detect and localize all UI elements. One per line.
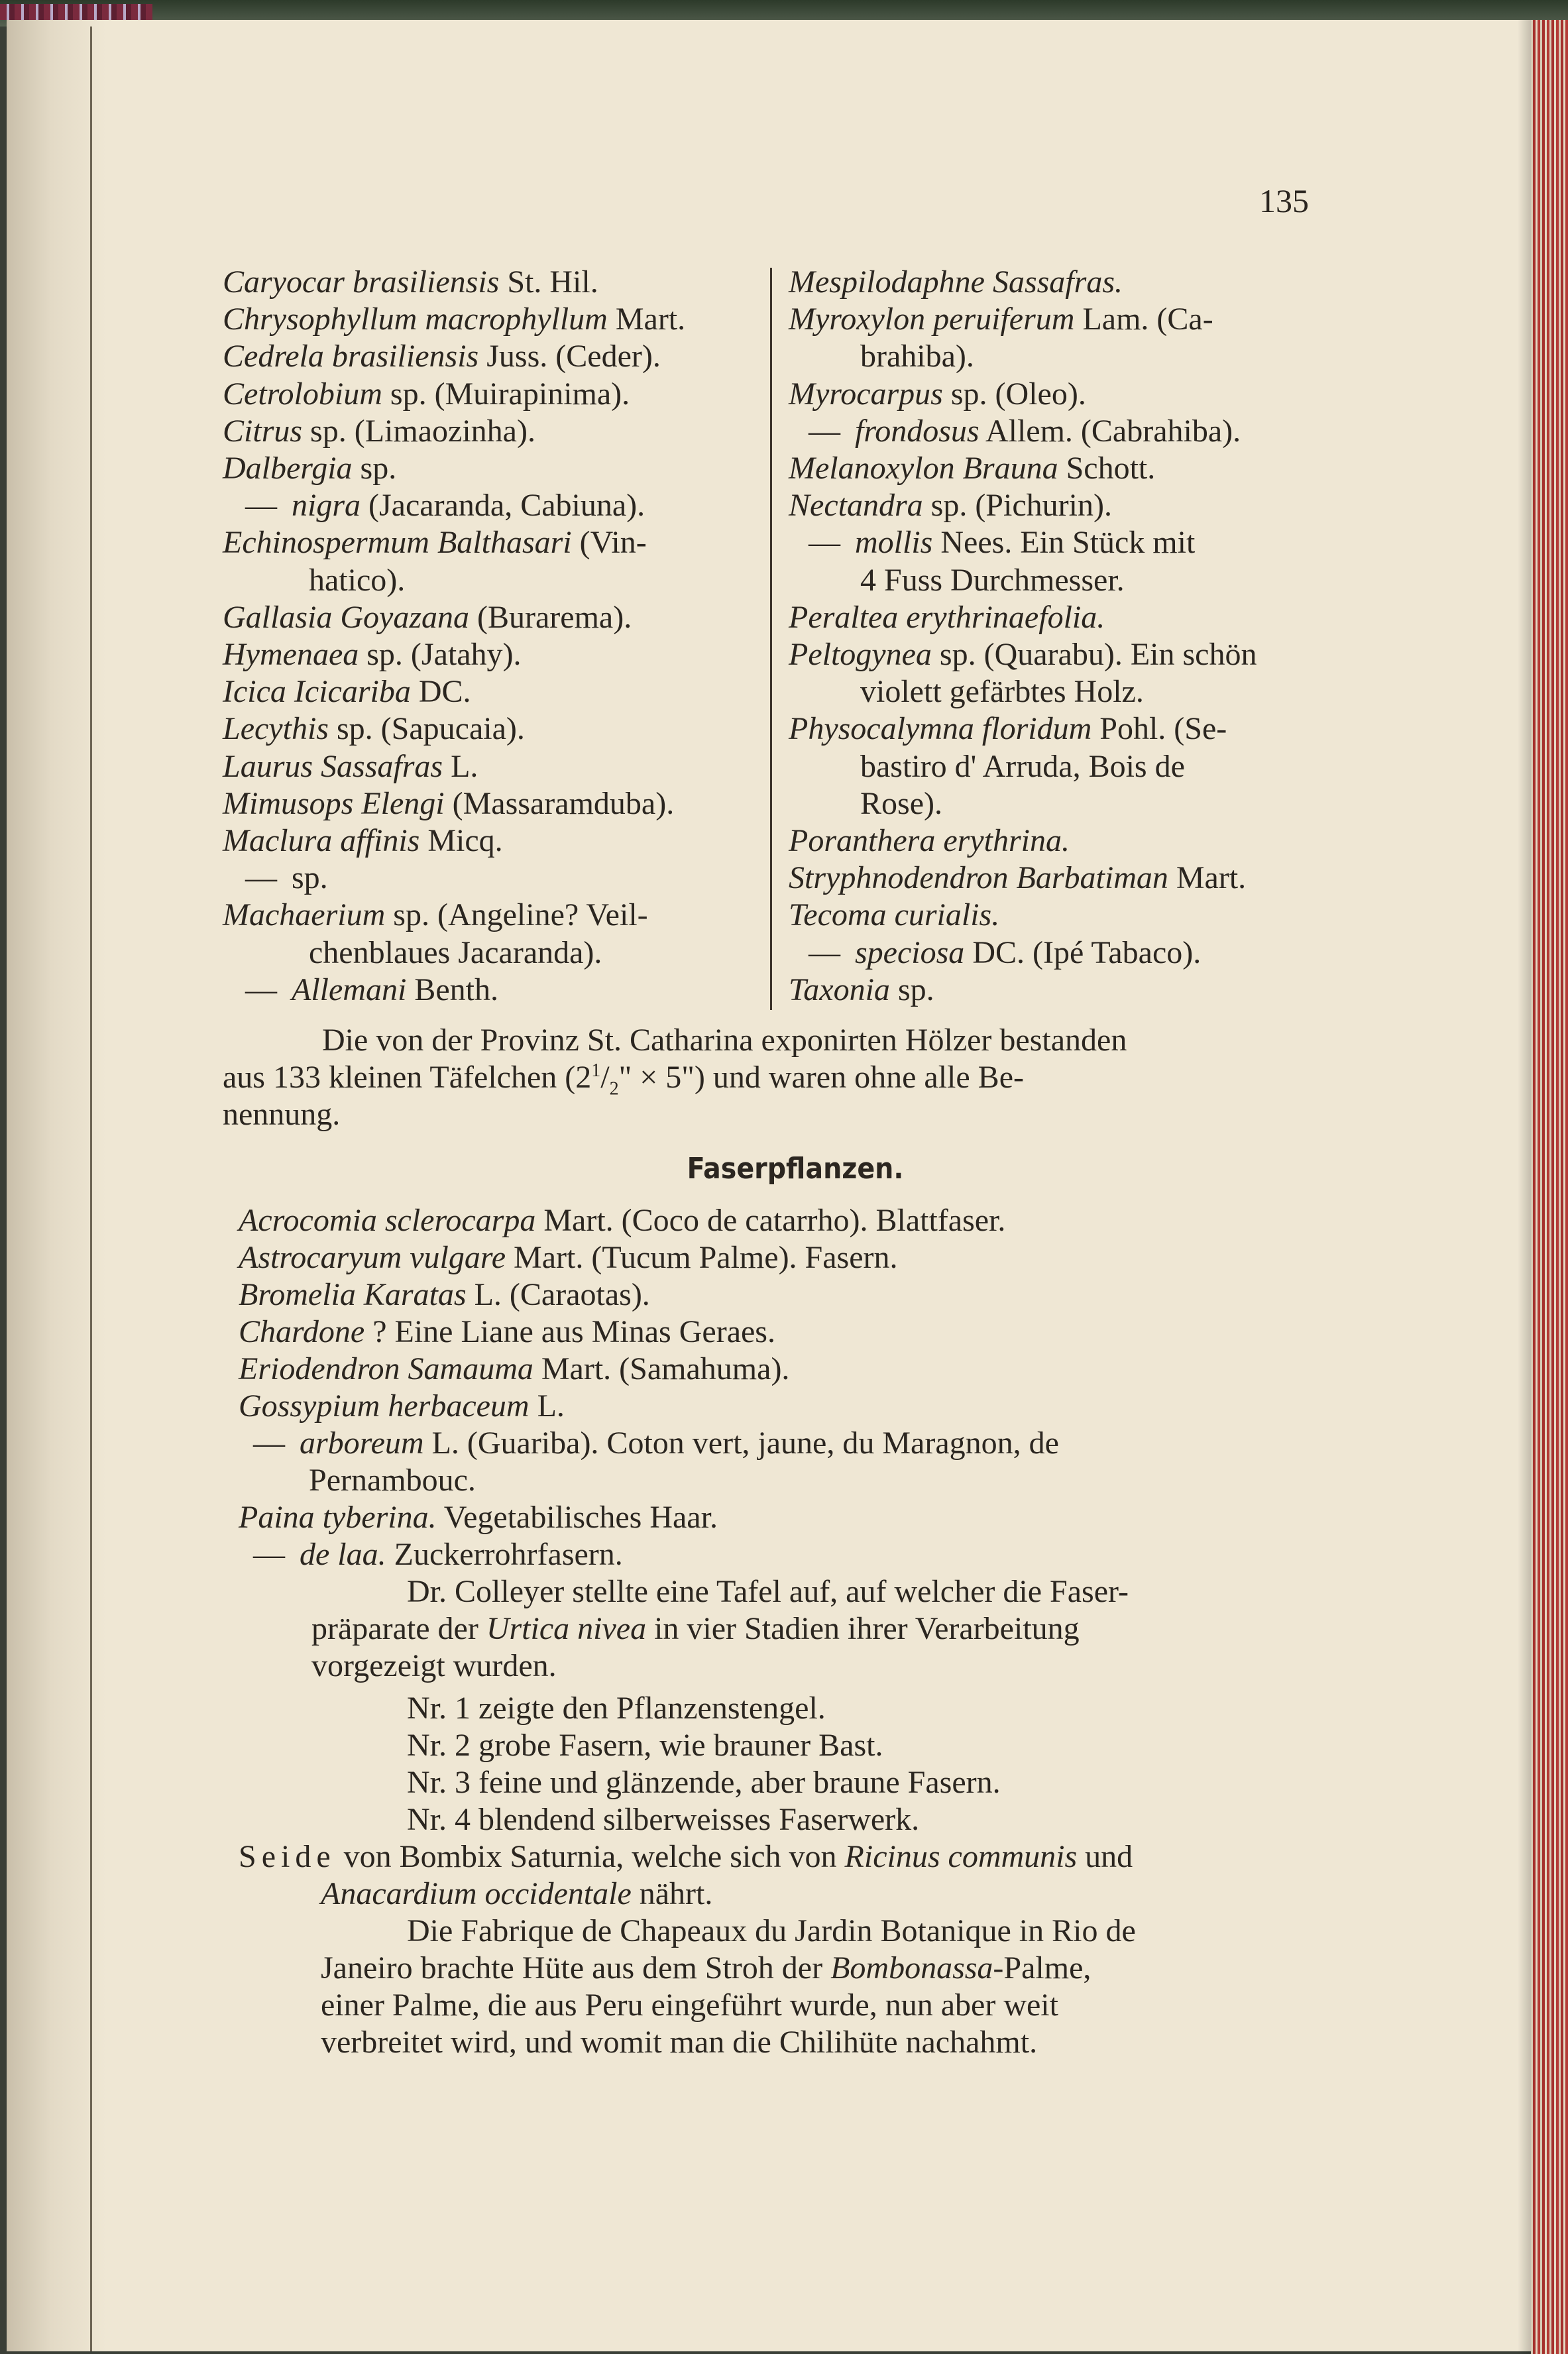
entry-text: sp. (Jatahy). (359, 637, 522, 672)
entry-line (789, 639, 1257, 671)
stage-line: Nr. 2 grobe Fasern, wie brauner Bast. (407, 1728, 883, 1763)
page-edge-stack (1531, 20, 1568, 2354)
entry-text: Mart. (607, 302, 686, 337)
entry-text: Nees. Ein Stück mit (932, 525, 1196, 561)
entry-text: DC. (410, 674, 471, 710)
entry-text: Micq. (420, 823, 503, 858)
species-name: Hymenaea (223, 637, 359, 672)
species-name: Dalbergia (223, 451, 353, 486)
entry-text: Mart. (Tucum Palme). Fasern. (506, 1240, 898, 1275)
entry-line (789, 974, 934, 1006)
entry-text: ? Eine Liane aus Minas Geraes. (364, 1314, 775, 1349)
entry-line (223, 748, 478, 784)
fraction-denominator: 2 (609, 1078, 619, 1099)
text-span: in vier Stadien ihrer Verarbeitung (646, 1611, 1080, 1646)
species-name: Caryocar brasiliensis (223, 264, 500, 300)
entry-line (239, 1502, 718, 1534)
species-name: Astrocaryum vulgare (239, 1240, 506, 1275)
paragraph-line: Die von der Provinz St. Catharina exponirten Hölzer bestanden (322, 1023, 1127, 1058)
entry-text: sp. (Muirapinima). (382, 376, 630, 412)
entry-line (223, 453, 396, 484)
entry-line (239, 1353, 789, 1385)
entry-line (223, 785, 675, 821)
entry-text: DC. (Ipé Tabaco). (964, 934, 1202, 970)
species-name: Laurus Sassafras (223, 748, 443, 784)
entry-text: L. (Guariba). Coton vert, jaune, du Maragnon, de (423, 1426, 1059, 1461)
paragraph-line: verbreitet wird, und womit man die Chilihüte nachahmt. (321, 2025, 1038, 2060)
entry-line (860, 562, 1125, 598)
ditto-dash: — (809, 413, 848, 449)
column-divider (770, 268, 772, 1010)
entry-text: 4 Fuss Durchmesser. (860, 562, 1125, 598)
entry-line (239, 1242, 898, 1274)
entry-text: Zuckerrohrfasern. (386, 1537, 623, 1572)
entry-text: Lam. (Ca- (1074, 302, 1213, 337)
entry-line (789, 599, 1105, 635)
section-heading: Faserpflanzen. (687, 1152, 904, 1186)
entry-line (223, 676, 471, 708)
species-name: Maclura affinis (223, 823, 420, 858)
species-name: Lecythis (223, 711, 329, 747)
entry-line (789, 490, 1112, 522)
ditto-dash: — (245, 972, 285, 1007)
species-name: Poranthera erythrina. (789, 823, 1070, 858)
binding-stripe (0, 4, 152, 20)
entry-text: Mart. (1168, 860, 1247, 896)
entry-line (789, 899, 999, 931)
species-name: Gossypium herbaceum (239, 1388, 530, 1424)
entry-text: sp. (Limaozinha). (302, 413, 535, 449)
species-name: Acrocomia sclerocarpa (239, 1203, 536, 1238)
entry-line (253, 1428, 1059, 1459)
ditto-dash: — (253, 1426, 293, 1461)
entry-line (789, 378, 1086, 410)
species-name: Anacardium occidentale (321, 1876, 632, 1911)
entry-text: St. Hil. (499, 264, 598, 300)
text-span: Janeiro brachte Hüte aus dem Stroh der (321, 1950, 831, 1986)
species-name: Melanoxylon Brauna (789, 451, 1058, 486)
entry-line (860, 785, 942, 821)
species-name: Bombonassa (830, 1950, 993, 1986)
paragraph-line (321, 1952, 1091, 1984)
entry-text: Pernambouc. (309, 1463, 476, 1498)
species-name: Physocalymna floridum (789, 711, 1092, 747)
entry-text: sp. (Angeline? Veil- (385, 897, 648, 933)
species-name: speciosa (855, 934, 965, 970)
entry-text: hatico). (309, 562, 406, 598)
entry-line (789, 825, 1070, 857)
entry-line (223, 266, 598, 298)
species-name: Bromelia Karatas (239, 1277, 467, 1312)
entry-line (223, 341, 661, 372)
entry-line (239, 1279, 650, 1311)
entry-line (860, 748, 1185, 784)
page-number: 135 (1259, 182, 1309, 219)
text-span: präparate der (311, 1611, 486, 1646)
entry-text: violett gefärbtes Holz. (860, 674, 1144, 710)
entry-text: sp. (Sapucaia). (328, 711, 525, 747)
species-name: nigra (292, 488, 361, 524)
page-edge-shadow (1518, 20, 1531, 2354)
entry-line (789, 266, 1123, 298)
entry-line (223, 599, 632, 635)
entry-line (809, 413, 1241, 449)
entry-line (223, 639, 522, 671)
text-span: " × 5") und waren ohne alle Be- (618, 1060, 1024, 1095)
paragraph-line: einer Palme, die aus Peru eingeführt wurde, nun aber weit (321, 1988, 1058, 2023)
entry-text: sp. (Quarabu). Ein schön (931, 637, 1257, 672)
text-span: nährt. (631, 1876, 713, 1911)
species-name: Tecoma curialis. (789, 897, 1000, 933)
entry-line (253, 1539, 623, 1571)
entry-text: Allem. (Cabrahiba). (979, 413, 1241, 449)
paragraph-line: vorgezeigt wurden. (311, 1648, 557, 1683)
species-name: Peraltea erythrinaefolia. (789, 599, 1105, 635)
text-span: -Palme, (993, 1950, 1092, 1986)
species-name: Chardone (239, 1314, 365, 1349)
text-span: aus 133 kleinen Täfelchen (2 (223, 1060, 592, 1095)
species-name: Nectandra (789, 488, 923, 524)
species-name: Myroxylon peruiferum (789, 302, 1075, 337)
species-name: Citrus (223, 413, 303, 449)
species-name: Echinospermum Balthasari (223, 525, 572, 561)
paragraph-line (311, 1613, 1080, 1645)
entry-text: (Burarema). (469, 599, 632, 635)
entry-text: L. (529, 1388, 565, 1424)
entry-text: Schott. (1058, 451, 1156, 486)
species-name: Cedrela brasiliensis (223, 339, 479, 374)
entry-line (309, 934, 602, 970)
text-span: und (1077, 1839, 1133, 1874)
entry-line (789, 304, 1213, 335)
species-name: Machaerium (223, 897, 386, 933)
species-name: frondosus (855, 413, 980, 449)
ditto-dash: — (245, 488, 285, 524)
stage-line: Nr. 4 blendend silberweisses Faserwerk. (407, 1802, 920, 1837)
fraction-numerator: 1 (591, 1060, 601, 1081)
stage-line: Nr. 3 feine und glänzende, aber braune Fasern. (407, 1765, 1001, 1800)
entry-text: Pohl. (Se- (1092, 711, 1227, 747)
paragraph-line: Die Fabrique de Chapeaux du Jardin Botanique in Rio de (407, 1913, 1136, 1948)
paragraph-line (239, 1841, 1133, 1873)
species-name: Cetrolobium (223, 376, 382, 412)
entry-text: Juss. (Ceder). (478, 339, 661, 374)
entry-text: (Massaramduba). (444, 785, 675, 821)
entry-text: sp. (292, 860, 328, 896)
entry-line (809, 527, 1195, 559)
species-name: Mimusops Elengi (223, 785, 445, 821)
species-name: Urtica nivea (486, 1611, 647, 1646)
species-name: Peltogynea (789, 637, 932, 672)
entry-line (789, 713, 1227, 745)
species-name: Allemani (292, 972, 407, 1007)
entry-text: Rose). (860, 785, 942, 821)
entry-line (223, 527, 647, 559)
entry-line (223, 713, 525, 745)
entry-line (309, 562, 406, 598)
species-name: Taxonia (789, 972, 890, 1007)
stage-line: Nr. 1 zeigte den Pflanzenstengel. (407, 1691, 826, 1726)
entry-line (245, 490, 645, 522)
species-name: mollis (855, 525, 933, 561)
entry-line (860, 341, 974, 372)
species-name: Chrysophyllum macrophyllum (223, 302, 608, 337)
entry-line (789, 453, 1155, 484)
entry-text: Benth. (406, 972, 498, 1007)
entry-line (245, 974, 498, 1006)
gutter-fold (90, 27, 92, 2351)
entry-line (239, 1316, 775, 1348)
ditto-dash: — (253, 1537, 293, 1572)
entry-text: L. (443, 748, 478, 784)
entry-text: chenblaues Jacaranda). (309, 934, 602, 970)
species-name: Icica Icicariba (223, 674, 411, 710)
entry-line (245, 862, 328, 894)
entry-line (239, 1205, 1005, 1237)
entry-text: Mart. (Samahuma). (533, 1351, 790, 1386)
entry-line (309, 1465, 476, 1496)
ditto-dash: — (809, 525, 848, 561)
entry-line (223, 899, 648, 931)
entry-line (239, 1390, 565, 1422)
entry-text: sp. (352, 451, 397, 486)
ditto-dash: — (809, 934, 848, 970)
species-name: Stryphnodendron Barbatiman (789, 860, 1168, 896)
paragraph-line: Dr. Colleyer stellte eine Tafel auf, auf welcher die Faser- (407, 1574, 1129, 1609)
species-name: Gallasia Goyazana (223, 599, 469, 635)
entry-line (223, 378, 630, 410)
entry-text: Vegetabilisches Haar. (436, 1500, 718, 1535)
entry-line (789, 862, 1246, 894)
entry-line (809, 934, 1202, 970)
species-name: arboreum (300, 1426, 424, 1461)
text-span: von Bombix Saturnia, welche sich von (335, 1839, 845, 1874)
species-name: Mespilodaphne Sassafras. (789, 264, 1123, 300)
entry-line (223, 825, 503, 857)
entry-text: (Jacaranda, Cabiuna). (361, 488, 645, 524)
fraction-slash: / (600, 1060, 610, 1095)
entry-text: Mart. (Coco de catarrho). Blattfaser. (535, 1203, 1006, 1238)
paragraph-line (223, 1062, 1024, 1099)
entry-line (860, 676, 1144, 708)
species-name: Paina tyberina. (239, 1500, 437, 1535)
entry-text: brahiba). (860, 339, 974, 374)
entry-text: sp. (889, 972, 934, 1007)
spaced-word: Seide (239, 1839, 336, 1874)
entry-text: L. (Caraotas). (466, 1277, 650, 1312)
entry-line (223, 413, 535, 449)
entry-text: sp. (Oleo). (942, 376, 1086, 412)
species-name: Eriodendron Samauma (239, 1351, 533, 1386)
entry-line (223, 304, 685, 335)
paragraph-line (321, 1878, 712, 1910)
entry-text: sp. (Pichurin). (923, 488, 1112, 524)
paragraph-line: nennung. (223, 1097, 341, 1132)
entry-text: bastiro d' Arruda, Bois de (860, 748, 1185, 784)
species-name: de laa. (300, 1537, 386, 1572)
species-name: Myrocarpus (789, 376, 943, 412)
entry-text: (Vin- (571, 525, 647, 561)
ditto-dash: — (245, 860, 285, 896)
species-name: Ricinus communis (844, 1839, 1078, 1874)
